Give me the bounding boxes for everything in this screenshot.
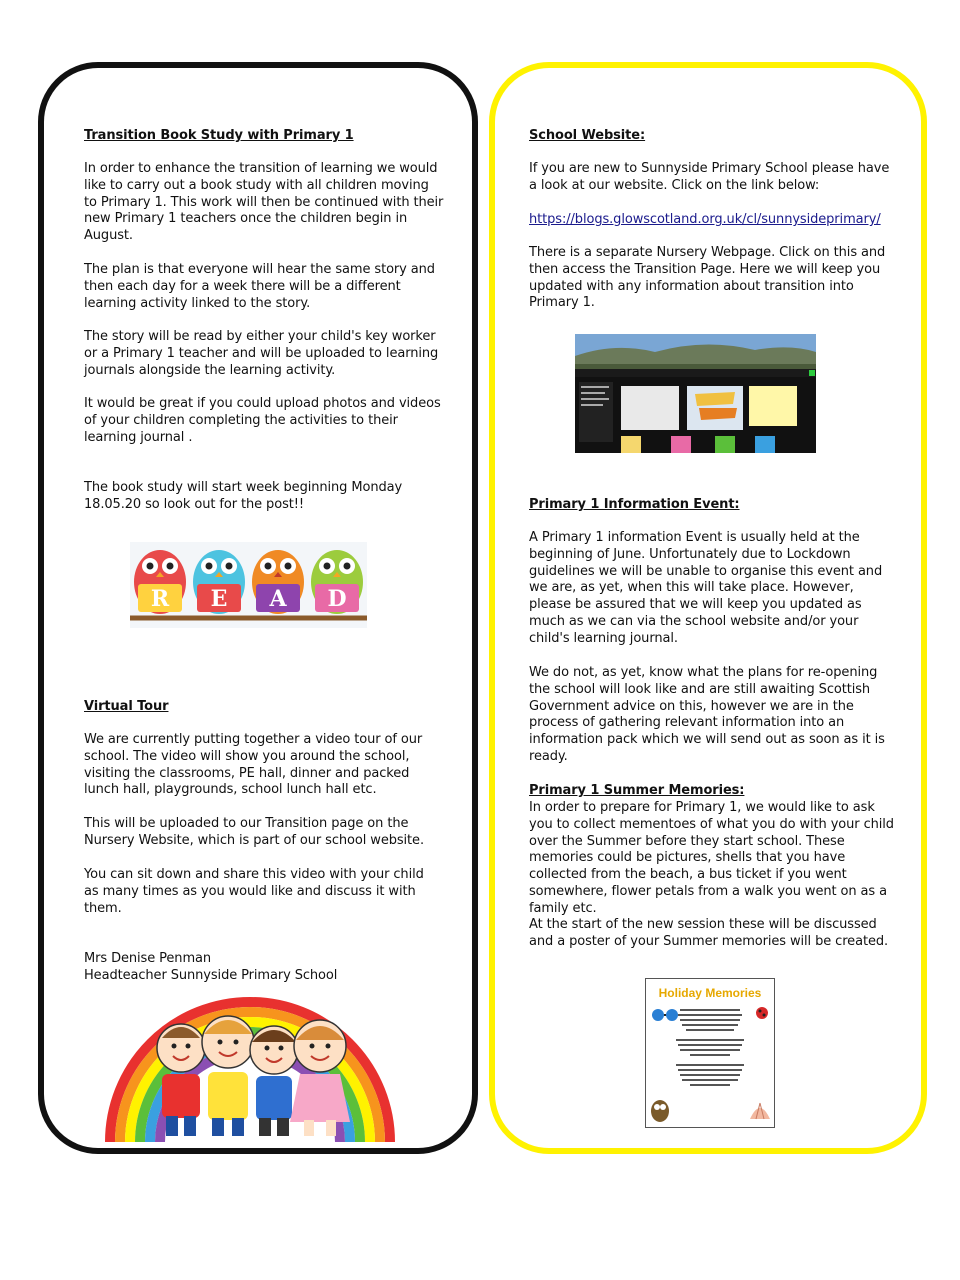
signature-name: Mrs Denise Penman	[84, 951, 212, 966]
rainbow-children-image	[104, 990, 396, 1142]
transition-paragraph-2: The plan is that everyone will hear the same story and then each day for a week there will be a different learning activity linked to the story.	[84, 262, 435, 311]
read-letter: R	[150, 586, 170, 612]
poster-title: Holiday Memories	[658, 986, 762, 1000]
transition-paragraph-3: The story will be read by either your child's key worker or a Primary 1 teacher and will be uploaded to learning journals alongside the learning activity.	[84, 329, 439, 378]
info-event-paragraph-2: We do not, as yet, know what the plans for re-opening the school will look like and are still awaiting Scottish Government advice on this, however we are in the process of gathering relevant information into an information pack which we will send out as soon as it is ready.	[529, 665, 885, 764]
transition-paragraph-1: In order to enhance the transition of learning we would like to carry out a book study with all children moving to Primary 1. This work will then be continued with their new Primary 1 teachers once the children begin in August.	[84, 161, 444, 244]
signature-title: Headteacher Sunnyside Primary School	[84, 968, 338, 983]
summer-memories-heading: Primary 1 Summer Memories:	[529, 783, 745, 798]
summer-memories-paragraph-1: In order to prepare for Primary 1, we would like to ask you to collect mementoes of what you do with your child over the Summer before they start school. These memories could be pictures, shells that you have collected from the beach, a bus ticket if you went somewhere, flower petals from a walk you went on as a family etc.	[529, 800, 894, 916]
owl-icon	[651, 1100, 669, 1122]
virtual-tour-paragraph-2: This will be uploaded to our Transition page on the Nursery Website, which is part of our school website.	[84, 816, 424, 848]
read-letter: A	[269, 586, 287, 612]
virtual-tour-heading: Virtual Tour	[84, 699, 169, 714]
child-figure	[202, 1016, 254, 1136]
holiday-memories-poster	[645, 978, 775, 1128]
summer-memories-paragraph-2: At the start of the new session these will be discussed and a poster of your Summer memories will be created.	[529, 917, 889, 949]
transition-heading: Transition Book Study with Primary 1	[84, 128, 354, 143]
ladybird-icon	[756, 1007, 768, 1019]
school-website-link[interactable]: https://blogs.glowscotland.org.uk/cl/sunnysideprimary/	[529, 212, 881, 227]
read-owls-image	[130, 542, 367, 628]
school-website-paragraph-2: There is a separate Nursery Webpage. Click on this and then access the Transition Page. Here we will keep you updated with any information about transition into Primary 1.	[529, 245, 886, 311]
school-website-paragraph-1: If you are new to Sunnyside Primary School please have a look at our website. Click on the link below:	[529, 161, 890, 193]
virtual-tour-paragraph-1: We are currently putting together a video tour of our school. The video will show you around the school, visiting the classrooms, PE hall, dinner and packed lunch hall, playgrounds, school lunch hall etc.	[84, 732, 423, 798]
school-website-heading: School Website:	[529, 128, 646, 143]
read-letter: E	[210, 586, 228, 612]
website-screenshot-image	[575, 334, 816, 453]
read-letter: D	[327, 586, 347, 612]
virtual-tour-paragraph-3: You can sit down and share this video with your child as many times as you would like and discuss it with them.	[84, 867, 424, 916]
sunglasses-icon	[652, 1009, 678, 1021]
transition-paragraph-5: The book study will start week beginning Monday 18.05.20 so look out for the post!!	[84, 480, 403, 512]
info-event-paragraph-1: A Primary 1 information Event is usually held at the beginning of June. Unfortunately due to Lockdown guidelines we will be unable to organise this event and we are, as yet, when this will take place. However, please be assured that we will keep you updated as much as we can via the school website and/or your child's learning journal.	[529, 530, 883, 646]
transition-paragraph-4: It would be great if you could upload photos and videos of your children completing the activities to their learning journal .	[84, 396, 441, 445]
shell-icon	[750, 1103, 770, 1119]
info-event-heading: Primary 1 Information Event:	[529, 497, 740, 512]
